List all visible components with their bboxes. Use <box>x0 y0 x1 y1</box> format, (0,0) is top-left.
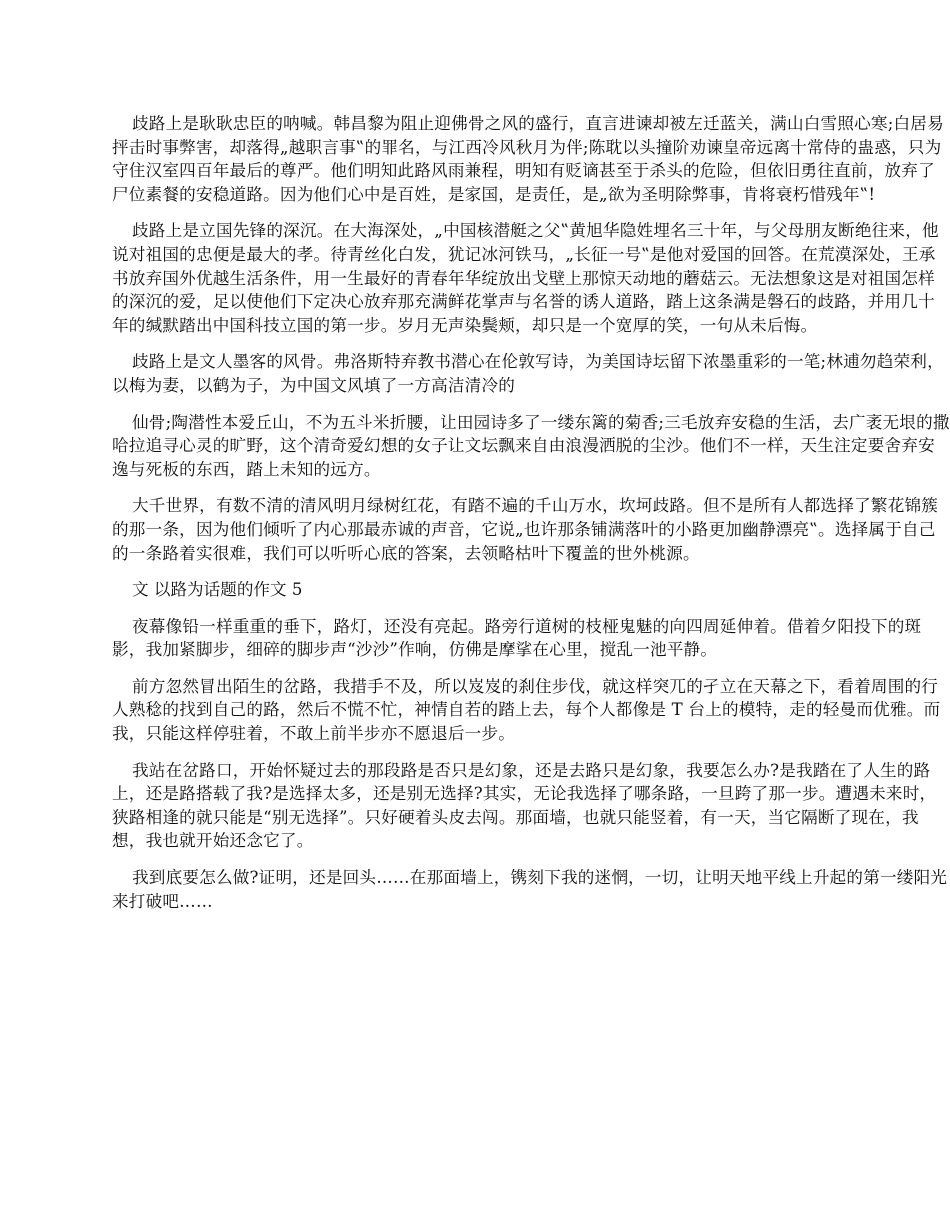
paragraph-literati-part2: 仙骨;陶潜性本爱丘山，不为五斗米折腰，让田园诗多了一缕东篱的菊香;三毛放弃安稳的生活，去广袤无垠的撒哈拉追寻心灵的旷野，这个清奇爱幻想的女子让文坛飘来自由浪漫洒脱的尘沙。他们不一样，天生注定要舍弃安逸与死板的东西，踏上未知的远方。 <box>112 412 950 479</box>
paragraph-what-to-do: 我到底要怎么做?证明，还是回头……在那面墙上，镌刻下我的迷惘，一切，让明天地平线上升起的第一缕阳光来打破吧…… <box>112 868 948 911</box>
paragraph-night-falls: 夜幕像铅一样重重的垂下，路灯，还没有亮起。路旁行道树的枝桠鬼魅的向四周延伸着。借着夕阳投下的斑影，我加紧脚步，细碎的脚步声“沙沙”作响，仿佛是摩挲在心里，搅乱一池平静。 <box>112 616 922 660</box>
paragraph-fork-in-road: 前方忽然冒出陌生的岔路，我措手不及，所以岌岌的刹住步伐，就这样突兀的孑立在天幕之下，看着周围的行人熟稔的找到自己的路，然后不慌不忙，神情自若的踏上去，每个人都像是 T 台上的模特，走的轻曼而优雅。而我，只能这样停驻着，不敢上前半步亦不愿退后一步。 <box>112 676 941 744</box>
paragraph-crossroads: 我站在岔路口，开始怀疑过去的那段路是否只是幻象，还是去路只是幻象，我要怎么办?是我踏在了人生的路上，还是路搭载了我?是选择太多，还是别无选择?其实，无论我选择了哪条路，一旦跨了那一步。遭遇未来时，狭路相逢的就只能是“别无选择”。只好硬着头皮去闯。那面墙，也就只能竖着，有一天，当它隔断了现在，我想，我也就开始还念它了。 <box>112 760 937 851</box>
paragraph-loyal-ministers: 歧路上是耿耿忠臣的呐喊。韩昌黎为阻止迎佛骨之风的盛行，直言进谏却被左迁蓝关，满山白雪照心寒;白居易抨击时事弊害，却落得„越职言事‟的罪名，与江西冷风秋月为伴;陈耽以头撞阶劝谏皇帝远离十常侍的蛊惑，只为守住汉室四百年最后的尊严。他们明知此路风雨兼程，明知有贬谪甚至于杀头的危险，但依旧勇往直前，放弃了尸位素餐的安稳道路。因为他们心中是百姓，是家国，是责任，是„欲为圣明除弊事，肯将衰朽惜残年‟! <box>112 114 944 204</box>
section-title: 文 以路为话题的作文 5 <box>132 580 303 600</box>
paragraph-national-pioneers: 歧路上是立国先锋的深沉。在大海深处，„中国核潜艇之父‟黄旭华隐姓埋名三十年，与父母朋友断绝往来，他说对祖国的忠便是最大的孝。待青丝化白发，犹记冰河铁马，„长征一号‟是他对爱国的回答。在荒漠深处，王承书放弃国外优越生活条件，用一生最好的青春年华绽放出戈壁上那惊天动地的蘑菇云。无法想象这是对祖国怎样的深沉的爱，足以使他们下定决心放弃那充满鲜花掌声与名誉的诱人道路，踏上这条满是磐石的歧路，并用几十年的缄默踏出中国科技立国的第一步。岁月无声染鬓颊，却只是一个宽厚的笑，一句从未后悔。 <box>112 221 939 335</box>
document-body <box>112 112 950 926</box>
paragraph-vast-world: 大千世界，有数不清的清风明月绿树红花，有踏不遍的千山万水，坎坷歧路。但不是所有人都选择了繁花锦簇的那一条，因为他们倾听了内心那最赤诚的声音，它说„也许那条铺满落叶的小路更加幽静漂亮‟。选择属于自己的一条路着实很难，我们可以听听心底的答案，去领略枯叶下覆盖的世外桃源。 <box>112 496 939 563</box>
paragraph-literati-part1: 歧路上是文人墨客的风骨。弗洛斯特弃教书潜心在伦敦写诗，为美国诗坛留下浓墨重彩的一笔;林逋勿趋荣利，以梅为妻，以鹤为子，为中国文风填了一方高洁清冷的 <box>112 352 944 395</box>
